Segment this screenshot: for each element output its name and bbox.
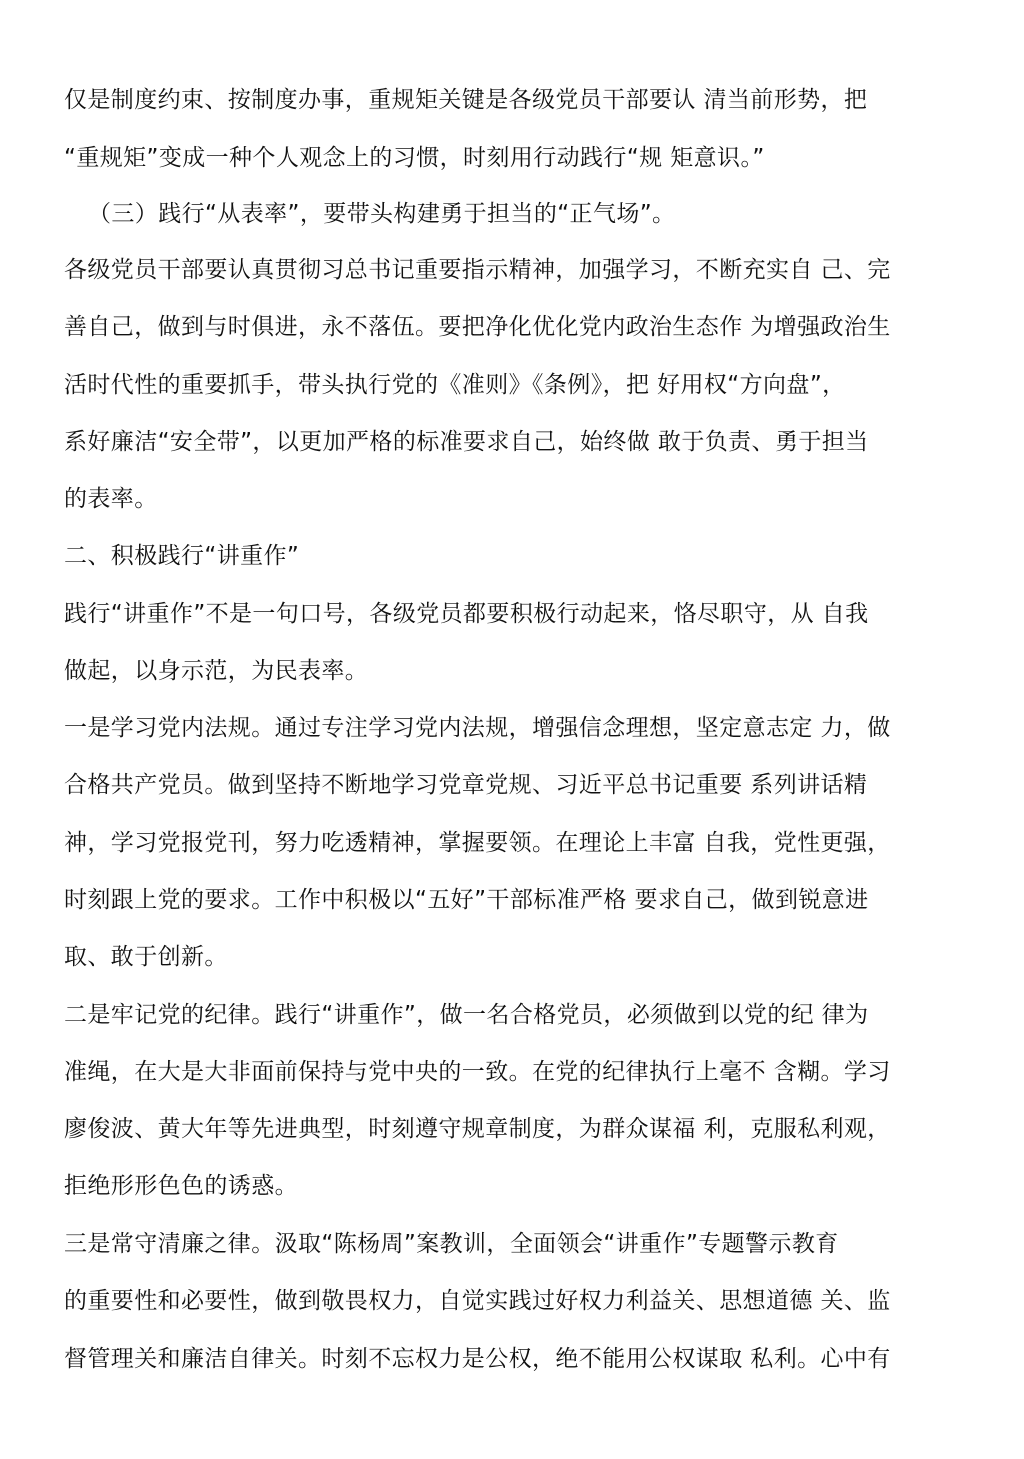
text-line: 神，学习党报党刊，努力吃透精神，掌握要领。在理论上丰富 自我，党性更强， xyxy=(64,830,891,856)
text-line: “重规矩”变成一种个人观念上的习惯，时刻用行动践行“规 矩意识。” xyxy=(64,145,765,171)
text-line: 的重要性和必要性，做到敬畏权力，自觉实践过好权力利益关、思想道德 关、监 xyxy=(64,1288,891,1314)
text-line: 合格共产党员。做到坚持不断地学习党章党规、习近平总书记重要 系列讲话精 xyxy=(64,772,868,798)
text-line: 践行“讲重作”不是一句口号，各级党员都要积极行动起来，恪尽职守，从 自我 xyxy=(64,601,869,627)
text-line: 拒绝形形色色的诱惑。 xyxy=(64,1173,298,1199)
section-heading: （三）践行“从表率”，要带头构建勇于担当的“正气场”。 xyxy=(88,201,676,227)
text-line: 系好廉洁“安全带”，以更加严格的标准要求自己，始终做 敢于负责、勇于担当 xyxy=(64,429,869,455)
text-line: 准绳，在大是大非面前保持与党中央的一致。在党的纪律执行上毫不 含糊。学习 xyxy=(64,1059,891,1085)
section-heading: 二、积极践行“讲重作” xyxy=(64,543,300,569)
text-line: 仅是制度约束、按制度办事，重规矩关键是各级党员干部要认 清当前形势，把 xyxy=(64,87,868,113)
text-line: 善自己，做到与时俱进，永不落伍。要把净化优化党内政治生态作 为增强政治生 xyxy=(64,314,891,340)
text-line: 一是学习党内法规。通过专注学习党内法规，增强信念理想，坚定意志定 力，做 xyxy=(64,715,891,741)
text-line: 督管理关和廉洁自律关。时刻不忘权力是公权，绝不能用公权谋取 私利。心中有 xyxy=(64,1346,891,1372)
text-line: 时刻跟上党的要求。工作中积极以“五好”干部标准严格 要求自己，做到锐意进 xyxy=(64,887,869,913)
text-line: 二是牢记党的纪律。践行“讲重作”，做一名合格党员，必须做到以党的纪 律为 xyxy=(64,1002,869,1028)
text-line: 各级党员干部要认真贯彻习总书记重要指示精神，加强学习，不断充实自 己、完 xyxy=(64,257,891,283)
text-line: 活时代性的重要抓手，带头执行党的《准则》《条例》，把 好用权“方向盘”， xyxy=(64,372,846,398)
text-line: 做起，以身示范，为民表率。 xyxy=(64,658,369,684)
text-line: 廖俊波、黄大年等先进典型，时刻遵守规章制度，为群众谋福 利，克服私利观， xyxy=(64,1116,891,1142)
text-line: 取、敢于创新。 xyxy=(64,944,228,970)
text-line: 三是常守清廉之律。汲取“陈杨周”案教训，全面领会“讲重作”专题警示教育 xyxy=(64,1231,839,1257)
text-line: 的表率。 xyxy=(64,486,158,512)
